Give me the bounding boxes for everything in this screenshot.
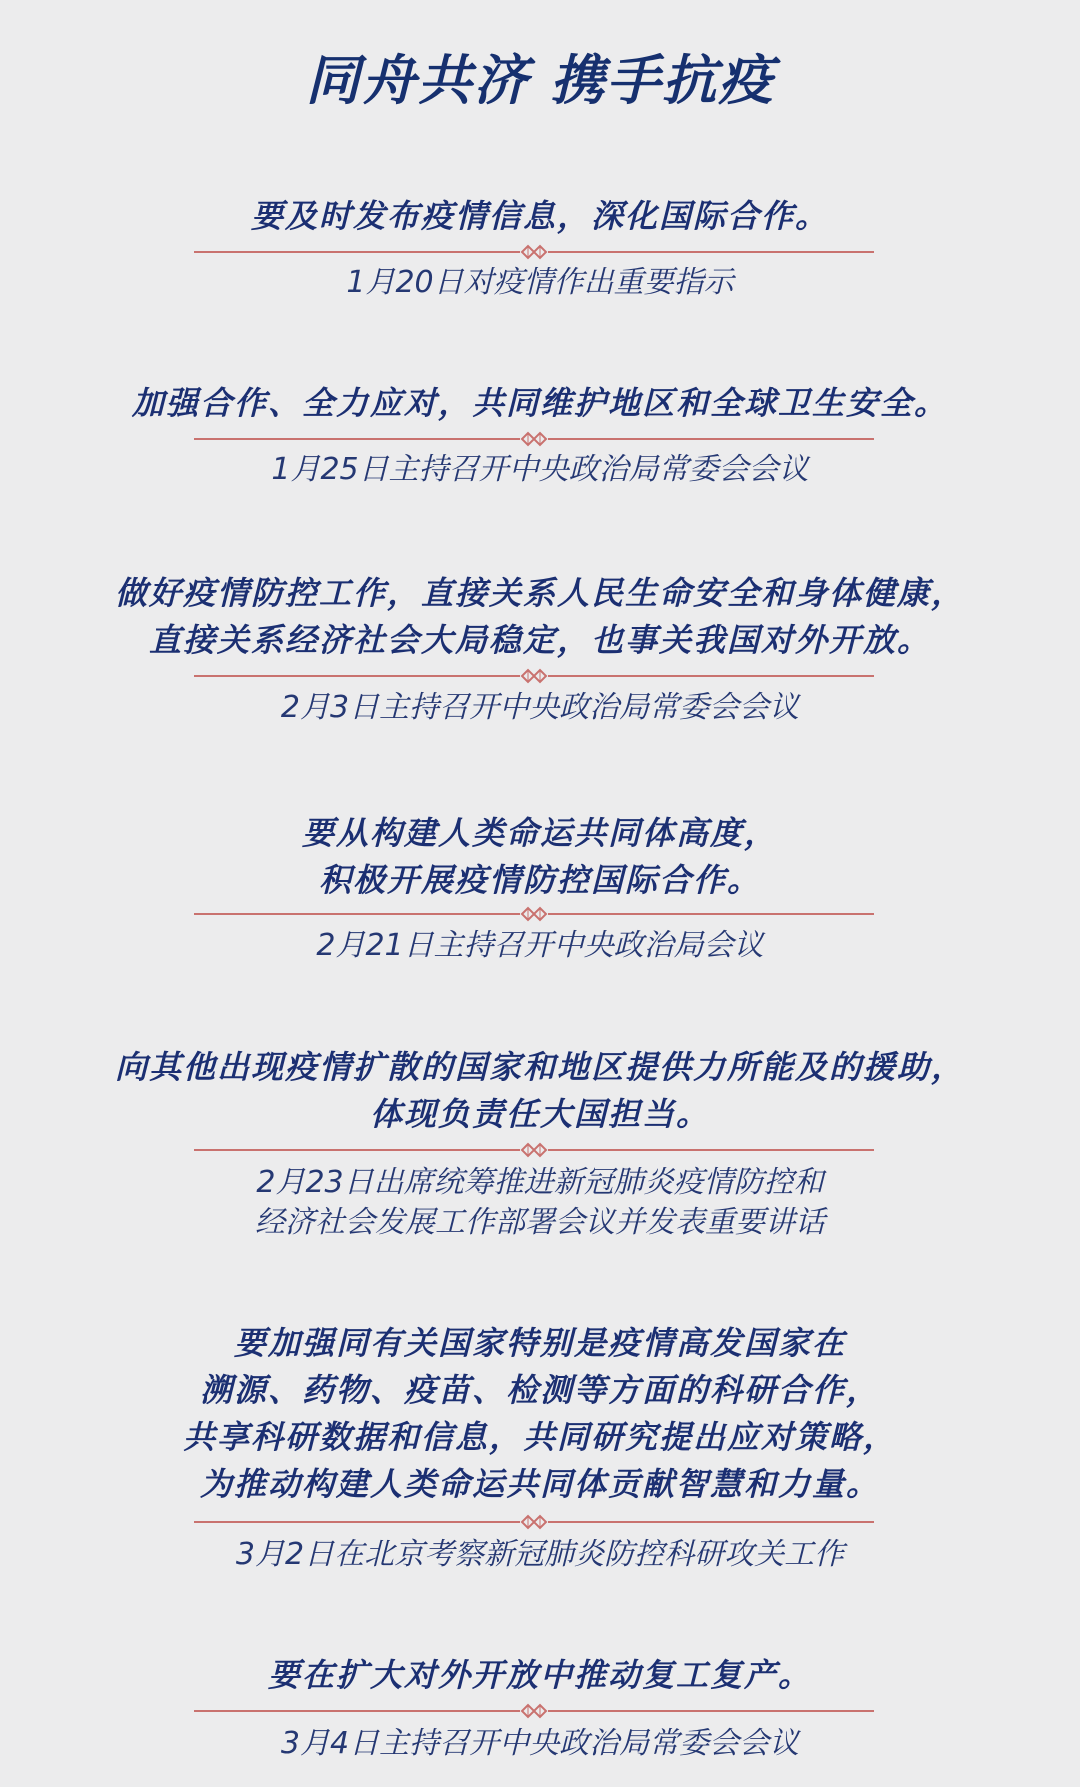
divider	[194, 431, 874, 447]
quote-line: 积极开展疫情防控国际合作。	[318, 861, 761, 899]
divider	[194, 906, 874, 922]
quote-line: 溯源、药物、疫苗、检测等方面的科研合作，	[199, 1371, 880, 1409]
source-line: 经济社会发展工作部署会议并发表重要讲话	[255, 1205, 825, 1240]
quote-line: 共享科研数据和信息，共同研究提出应对策略，	[182, 1418, 897, 1456]
quote-line: 要从构建人类命运共同体高度，	[301, 814, 778, 852]
chinese-knot-icon	[520, 1514, 548, 1530]
chinese-knot-icon	[520, 1142, 548, 1158]
quote-text	[0, 570, 1080, 664]
divider	[194, 1514, 874, 1530]
quote-text	[0, 1320, 1080, 1508]
source-text	[0, 926, 1080, 966]
quote-text	[0, 810, 1080, 904]
source-text	[0, 1163, 1080, 1243]
source-line: 2月21日主持召开中央政治局会议	[316, 928, 764, 963]
source-line: 3月2日在北京考察新冠肺炎防控科研攻关工作	[235, 1537, 845, 1572]
source-line: 2月23日出席统筹推进新冠肺炎疫情防控和	[256, 1165, 824, 1200]
source-text	[0, 688, 1080, 728]
quote-line: 要在扩大对外开放中推动复工复产。	[267, 1656, 812, 1694]
quote-text	[0, 380, 1080, 427]
page-title: 同舟共济 携手抗疫	[305, 49, 775, 112]
chinese-knot-icon	[520, 1703, 548, 1719]
source-line: 1月20日对疫情作出重要指示	[346, 265, 734, 300]
divider	[194, 244, 874, 260]
divider	[194, 668, 874, 684]
quote-line: 做好疫情防控工作，直接关系人民生命安全和身体健康，	[114, 574, 965, 612]
quote-line: 向其他出现疫情扩散的国家和地区提供力所能及的援助，	[114, 1048, 965, 1086]
quote-line: 直接关系经济社会大局稳定，也事关我国对外开放。	[148, 621, 931, 659]
quote-text	[0, 193, 1080, 240]
chinese-knot-icon	[520, 668, 548, 684]
divider	[194, 1703, 874, 1719]
quote-line: 要加强同有关国家特别是疫情高发国家在	[233, 1324, 846, 1362]
source-text	[0, 1535, 1080, 1575]
chinese-knot-icon	[520, 244, 548, 260]
divider	[194, 1142, 874, 1158]
source-text	[0, 263, 1080, 303]
quote-line: 加强合作、全力应对，共同维护地区和全球卫生安全。	[131, 384, 948, 422]
source-line: 3月4日主持召开中央政治局常委会会议	[280, 1726, 800, 1761]
source-line: 1月25日主持召开中央政治局常委会会议	[271, 452, 809, 487]
chinese-knot-icon	[520, 906, 548, 922]
quote-line: 体现负责任大国担当。	[369, 1095, 710, 1133]
source-text	[0, 1724, 1080, 1764]
quote-text	[0, 1652, 1080, 1699]
quote-text	[0, 1044, 1080, 1138]
quote-line: 为推动构建人类命运共同体贡献智慧和力量。	[199, 1465, 880, 1503]
chinese-knot-icon	[520, 431, 548, 447]
source-line: 2月3日主持召开中央政治局常委会会议	[280, 690, 800, 725]
quote-line: 要及时发布疫情信息，深化国际合作。	[250, 197, 829, 235]
source-text	[0, 450, 1080, 490]
